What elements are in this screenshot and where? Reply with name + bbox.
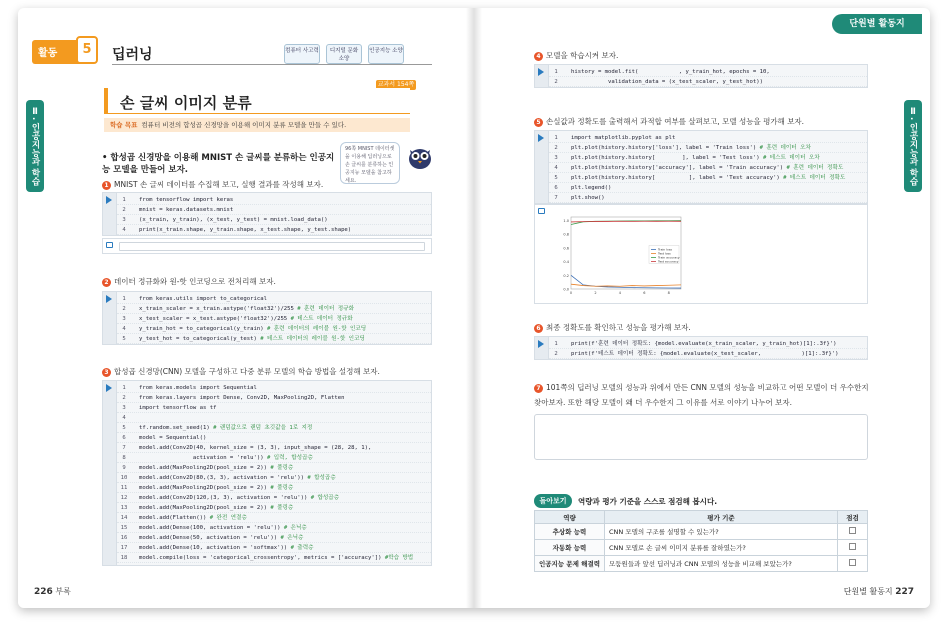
book-spread	[18, 8, 930, 608]
code-line	[549, 143, 867, 153]
evaluation-table	[534, 510, 868, 572]
code-line	[117, 433, 431, 443]
code-text: print(x_train.shape, y_train.shape, x_test.shape, y_test.shape)	[139, 227, 352, 233]
line-number: 14	[120, 515, 128, 521]
check-box[interactable]	[849, 527, 856, 534]
code-line	[117, 523, 431, 533]
code-line	[117, 483, 431, 493]
left-page	[18, 8, 474, 608]
code-text: activation = 'relu'))	[139, 455, 267, 461]
x-tick-label: 6	[643, 291, 646, 295]
left-footer	[34, 586, 71, 597]
step-2: 2 데이터 정규화와 원-핫 인코딩으로 전처리해 보자.	[102, 276, 276, 287]
step-3: 3 합성곱 신경망(CNN) 모델을 구성하고 다중 분류 모델의 학습 방법을 설정해 보자.	[102, 366, 380, 377]
code-comment: # 테스트 데이터 정확도	[783, 175, 846, 181]
code-comment: # 합성곱층	[310, 495, 340, 501]
y-tick-label: 0.6	[563, 246, 569, 251]
activity-number: 5	[76, 36, 98, 64]
code-block-4	[534, 64, 868, 88]
code-comment: # 랜덤값으로 랜덤 초깃값을 1로 지정	[213, 425, 313, 431]
owl-mascot-icon	[406, 144, 434, 170]
line-number: 6	[122, 435, 126, 441]
line-number: 1	[122, 385, 126, 391]
output-icon	[106, 242, 113, 248]
loss-accuracy-chart	[557, 213, 687, 301]
code-text: model.add(Conv2D(40, kernel_size = (3, 3), input_shape = (28, 28, 1),	[139, 445, 372, 451]
code-line	[117, 423, 431, 433]
code-line	[117, 334, 431, 344]
ai-literacy-icon: 인공지능 소양	[368, 44, 404, 64]
code-line	[549, 67, 867, 77]
line-number: 8	[122, 455, 126, 461]
code-comment: #학습 방법	[384, 555, 414, 561]
worksheet-tab: 단원별 활동지	[832, 14, 922, 34]
line-number: 15	[120, 525, 128, 531]
code-line	[549, 349, 867, 359]
y-tick-label: 0.2	[563, 273, 569, 278]
code-comment: # 훈련 데이터 정확도	[786, 165, 844, 171]
code-comment: # 훈련 데이터 오차	[759, 145, 811, 151]
line-number: 5	[122, 336, 126, 342]
line-number: 7	[122, 445, 126, 451]
code-text	[131, 415, 139, 421]
col-header-competency: 역량	[535, 511, 605, 524]
code-text: plt.show()	[571, 195, 605, 201]
code-text: model = Sequential()	[139, 435, 207, 441]
code-text: x_test_scaler = x_test.astype('float32')/255	[139, 316, 291, 322]
check-box[interactable]	[849, 559, 856, 566]
code-line	[117, 413, 431, 423]
y-tick-label: 0.4	[563, 260, 569, 265]
digital-culture-icon: 디지털 문화 소양	[326, 44, 362, 64]
line-number: 6	[554, 185, 558, 191]
right-side-tab: Ⅱ. 인공지능과 학습	[904, 100, 922, 192]
line-number: 5	[122, 425, 126, 431]
right-page-label: 단원별 활동지	[843, 587, 893, 596]
legend-label: Train accuracy	[658, 255, 680, 260]
code-comment: # 풀링층	[270, 505, 294, 511]
code-text: plt.plot(history.history['loss'], label = 'Train loss')	[571, 145, 760, 151]
criteria-cell: 모둠원들과 앞선 딥러닝과 CNN 모델의 성능을 비교해 보았는가?	[605, 556, 838, 572]
line-number: 5	[554, 175, 558, 181]
line-number: 1	[122, 197, 126, 203]
reflection-badge: 돌아보기	[534, 494, 572, 508]
line-number: 7	[554, 195, 558, 201]
code-text: from tensorflow import keras	[139, 197, 234, 203]
x-tick-label: 2	[594, 291, 597, 295]
code-block-3	[102, 380, 432, 566]
line-number: 1	[554, 341, 558, 347]
y-tick-label: 0.8	[563, 232, 569, 237]
code-line	[549, 133, 867, 143]
table-row	[535, 540, 868, 556]
code-comment: # 출력층	[290, 545, 314, 551]
code-text: print(f'훈련 데이터 정확도: {model.evaluate(x_train_scaler, y_train_hot)[1]:.3f}')	[571, 341, 837, 347]
code-comment: # 테스트 데이터의 레이블 원-핫 인코딩	[260, 336, 365, 342]
code-text: model.add(Conv2D(120,(3, 3), activation = 'relu'))	[139, 495, 311, 501]
line-number: 1	[554, 69, 558, 75]
line-number: 4	[122, 415, 126, 421]
code-text: import tensorflow as tf	[139, 405, 217, 411]
step-7: 7 101쪽의 딥러닝 모델의 성능과 위에서 만든 CNN 모델의 성능을 비교하고 어떤 모델이 더 우수한지 찾아보자. 또한 해당 모델이 왜 더 우수한지 그 이유를 서로 이야기 나누어 보자.	[534, 383, 869, 407]
code-line	[117, 513, 431, 523]
code-comment: # 은닉층	[283, 525, 307, 531]
competency-cell: 자동화 능력	[535, 540, 605, 556]
x-tick-label: 8	[667, 291, 670, 295]
activity-badge	[32, 38, 104, 66]
line-number: 16	[120, 535, 128, 541]
y-tick-label: 1.0	[563, 218, 569, 223]
code-block-2	[102, 291, 432, 345]
right-page-number: 227	[895, 587, 914, 597]
line-number: 3	[122, 217, 126, 223]
learning-goal	[104, 118, 410, 132]
code-comment: # 완전 연결층	[209, 515, 247, 521]
header-rule	[112, 64, 432, 65]
table-row	[535, 524, 868, 540]
code-text: y_test_hot = to_categorical(y_test)	[139, 336, 261, 342]
run-icon[interactable]	[106, 384, 112, 392]
code-line	[549, 163, 867, 173]
code-text: history = model.fit( , y_train_hot, epochs = 10,	[571, 69, 770, 75]
code-text: model.add(Dense(10, activation = 'softmax'))	[139, 545, 291, 551]
book-gutter	[466, 8, 482, 608]
code-text: plt.legend()	[571, 185, 612, 191]
code-line	[117, 314, 431, 324]
code-text: import matplotlib.pyplot as plt	[571, 135, 676, 141]
legend-label: Train loss	[658, 247, 672, 252]
col-header-criteria: 평가 기준	[605, 511, 838, 524]
code-line	[549, 183, 867, 193]
output-answer-field[interactable]	[119, 242, 425, 251]
step-6: 6 최종 정확도를 확인하고 성능을 평가해 보자.	[534, 322, 691, 333]
line-number: 4	[122, 227, 126, 233]
goal-label: 학습 목표	[110, 121, 138, 129]
table-row	[535, 556, 868, 572]
code-line	[117, 205, 431, 215]
code-text: model.add(Dense(100, activation = 'relu'))	[139, 525, 284, 531]
code-text: model.add(MaxPooling2D(pool_size = 2))	[139, 485, 271, 491]
code-text: y_train_hot = to_categorical(y_train)	[139, 326, 267, 332]
left-side-tab: Ⅱ. 인공지능과 학습	[26, 100, 44, 192]
code-text: plt.plot(history.history[ ], label = 'Test accuracy')	[571, 175, 784, 181]
code-block-1	[102, 192, 432, 236]
code-line	[549, 173, 867, 183]
code-line	[117, 324, 431, 334]
code-text: from keras.models import Sequential	[139, 385, 257, 391]
lead-text: • 합성곱 신경망을 이용해 MNIST 손 글씨를 분류하는 인공지능 모델을 만들어 보자.	[102, 153, 335, 175]
code-text: tf.random.set_seed(1)	[139, 425, 214, 431]
step-4: 4 모델을 학습시켜 보자.	[534, 50, 618, 61]
line-number: 1	[122, 296, 126, 302]
left-page-label: 부록	[55, 587, 71, 596]
output-icon	[538, 208, 545, 214]
step-5: 5 손실값과 정확도를 출력해서 과적합 여부를 살펴보고, 모델 성능을 평가해 보자.	[534, 116, 804, 127]
activity-word: 활동	[38, 48, 58, 59]
code-line	[117, 215, 431, 225]
competency-cell: 인공지능 문제 해결력	[535, 556, 605, 572]
code-text: model.add(Flatten())	[139, 515, 210, 521]
line-number: 12	[120, 495, 128, 501]
code-block-5	[534, 130, 868, 204]
line-number: 18	[120, 555, 128, 561]
code-comment: # 풀링층	[270, 465, 294, 471]
code-line	[117, 553, 431, 563]
line-number: 4	[122, 326, 126, 332]
code-line	[117, 403, 431, 413]
right-footer	[844, 586, 914, 597]
code-text: validation_data = (x_test_scaler, y_test_hot))	[571, 79, 763, 85]
code-line	[549, 77, 867, 87]
legend-label: Test loss	[658, 251, 671, 256]
code-line	[549, 339, 867, 349]
code-text: (x_train, y_train), (x_test, y_test) = mnist.load_data()	[139, 217, 328, 223]
hint-bubble: 96쪽 MNIST 데이터셋을 이용해 딥러닝으로 손 글씨를 분류하는 인공지능 모델을 참고하세요.	[340, 142, 400, 184]
code-line	[117, 463, 431, 473]
run-icon[interactable]	[538, 340, 544, 348]
code-line	[117, 493, 431, 503]
line-number: 2	[122, 207, 126, 213]
line-number: 2	[554, 79, 558, 85]
code-comment: # 합성곱층	[307, 475, 336, 481]
line-number: 4	[554, 165, 558, 171]
left-page-number: 226	[34, 587, 53, 597]
check-box[interactable]	[849, 543, 856, 550]
col-header-check: 점검	[838, 511, 868, 524]
code-text: plt.plot(history.history['accuracy'], label = 'Train accuracy')	[571, 165, 787, 171]
code-block-6	[534, 336, 868, 360]
code-line	[117, 225, 431, 235]
x-tick-label: 0	[569, 291, 573, 295]
computational-thinking-icon: 컴퓨터 사고력	[284, 44, 320, 64]
main-title: 손 글씨 이미지 분류	[120, 94, 252, 112]
step-1: 1 MNIST 손 글씨 데이터를 수집해 보고, 실행 결과를 작성해 보자.	[102, 179, 323, 190]
section-title: 딥러닝	[112, 47, 153, 63]
x-tick-label: 4	[618, 291, 622, 295]
code-text: model.add(MaxPooling2D(pool_size = 2))	[139, 505, 271, 511]
code-line	[117, 383, 431, 393]
code-line	[117, 533, 431, 543]
code-text: mnist = keras.datasets.mnist	[139, 207, 234, 213]
line-number: 13	[120, 505, 128, 511]
line-number: 3	[122, 405, 126, 411]
run-icon[interactable]	[106, 196, 112, 204]
code-text: model.compile(loss = 'categorical_crossentropy', metrics = ['accuracy'])	[139, 555, 385, 561]
code-comment: # 훈련 데이터 정규화	[297, 306, 354, 312]
code-text: plt.plot(history.history[ ], label = 'Test loss')	[571, 155, 763, 161]
code-comment: # 테스트 데이터 오차	[762, 155, 820, 161]
legend-label: Test accuracy	[658, 259, 679, 264]
code-comment: # 풀링층	[270, 485, 294, 491]
criteria-cell: CNN 모델로 손 글씨 이미지 분류를 잘하였는가?	[605, 540, 838, 556]
code-line	[117, 304, 431, 314]
code-comment: # 은닉층	[280, 535, 304, 541]
code-line	[549, 193, 867, 203]
run-icon[interactable]	[106, 295, 112, 303]
reflection-title: 역량과 평가 기준을 스스로 점검해 봅시다.	[578, 497, 718, 506]
code-comment: # 입력, 합성곱층	[266, 455, 313, 461]
y-tick-label: 0.0	[563, 287, 569, 292]
code-text: print(f'테스트 데이터 정확도: {model.evaluate(x_test_scaler, )[1]:.3f}')	[571, 351, 839, 357]
code-text: model.add(Dense(50, activation = 'relu'))	[139, 535, 281, 541]
line-number: 3	[554, 155, 558, 161]
competency-cell: 추상화 능력	[535, 524, 605, 540]
line-number: 3	[122, 316, 126, 322]
line-number: 2	[122, 306, 126, 312]
code-line	[117, 195, 431, 205]
code-line	[549, 153, 867, 163]
code-text: model.add(Conv2D(80,(3, 3), activation = 'relu'))	[139, 475, 308, 481]
code-line	[117, 393, 431, 403]
line-number: 1	[554, 135, 558, 141]
code-text: x_train_scaler = x_train.astype('float32')/255	[139, 306, 298, 312]
right-page	[474, 8, 930, 608]
run-icon[interactable]	[538, 68, 544, 76]
line-number: 2	[554, 145, 558, 151]
discussion-answer-box[interactable]	[534, 414, 868, 460]
line-number: 2	[122, 395, 126, 401]
code-line	[117, 473, 431, 483]
main-title-box	[104, 88, 410, 114]
code-text: from keras.layers import Dense, Conv2D, MaxPooling2D, Flatten	[139, 395, 345, 401]
run-icon[interactable]	[538, 134, 544, 142]
code-line	[117, 443, 431, 453]
code-text: model.add(MaxPooling2D(pool_size = 2))	[139, 465, 271, 471]
output-box-5	[534, 204, 868, 304]
code-line	[117, 294, 431, 304]
goal-text: 컴퓨터 비전의 합성곱 신경망을 이용해 이미지 분류 모델을 만들 수 있다.	[141, 121, 347, 129]
table-header-row	[535, 511, 868, 524]
code-line	[117, 503, 431, 513]
line-number: 11	[120, 485, 128, 491]
code-line	[117, 453, 431, 463]
line-number: 2	[554, 351, 558, 357]
line-number: 10	[120, 475, 128, 481]
criteria-cell: CNN 모델의 구조를 설명할 수 있는가?	[605, 524, 838, 540]
code-line	[117, 543, 431, 553]
line-number: 17	[120, 545, 128, 551]
line-number: 9	[122, 465, 126, 471]
code-comment: # 훈련 데이터의 레이블 원-핫 인코딩	[266, 326, 367, 332]
output-box-1	[102, 238, 432, 254]
code-comment: # 테스트 데이터 정규화	[290, 316, 353, 322]
code-text: from keras.utils import to_categorical	[139, 296, 267, 302]
textbook-ref: 교과서 154쪽	[377, 81, 415, 88]
